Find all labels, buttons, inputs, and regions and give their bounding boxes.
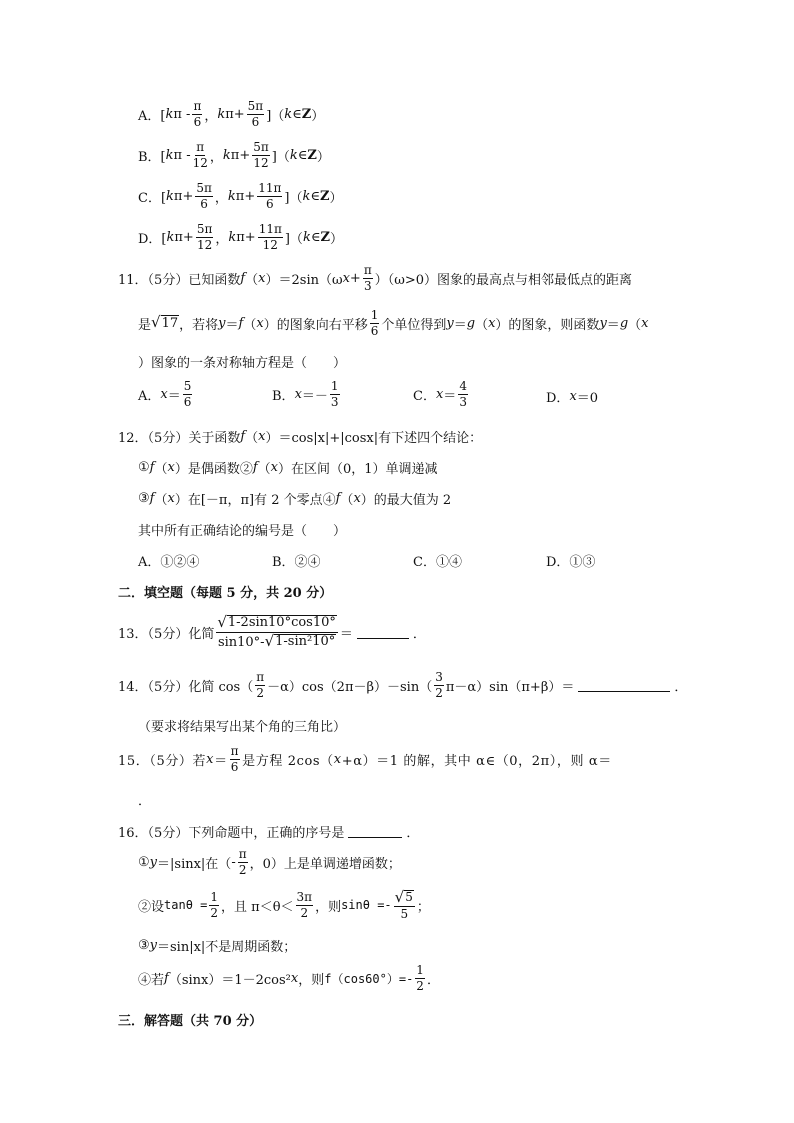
- denominator: 3: [459, 394, 467, 409]
- fraction: [238, 848, 248, 876]
- answer-blank[interactable]: [357, 626, 409, 639]
- var-k: k: [222, 147, 231, 163]
- fraction: [247, 100, 265, 128]
- text: ）＝2sin（ω: [265, 272, 343, 288]
- text: ，: [215, 231, 229, 247]
- text: ）: [329, 190, 343, 206]
- text: ＝: [453, 317, 467, 333]
- q12-line-3: [138, 489, 451, 508]
- text: ①: [138, 854, 150, 870]
- text: ＝: [225, 317, 239, 333]
- denominator: 6: [200, 196, 208, 211]
- q16-item-2: [138, 890, 430, 921]
- var-y: y: [149, 854, 158, 870]
- text: ，则: [298, 972, 325, 988]
- fraction: [195, 182, 213, 210]
- text: tanθ =: [164, 898, 208, 913]
- q15: [118, 745, 612, 773]
- text: ＝: [167, 388, 181, 404]
- text: ＝: [339, 626, 353, 642]
- numerator: π: [363, 263, 372, 277]
- text: ，: [209, 149, 223, 165]
- text: ∈: [310, 188, 320, 204]
- q11-option-a: [138, 380, 194, 408]
- q11-option-b: [272, 380, 342, 408]
- text: ）: [329, 231, 343, 247]
- text: π -: [173, 147, 191, 163]
- text: π+: [174, 229, 194, 245]
- fraction: [193, 141, 208, 169]
- text: π+: [236, 229, 256, 245]
- q16-item-1: [138, 848, 401, 876]
- section-2-heading: [118, 582, 332, 601]
- text: π+: [225, 106, 245, 122]
- text: ＝－: [301, 388, 328, 404]
- radicand: 5: [405, 890, 413, 904]
- text: ）的最大值为 2: [360, 493, 452, 508]
- fraction: [458, 380, 468, 408]
- text: ）图象的一条对称轴方程是（ ）: [138, 356, 347, 371]
- radicand: 1-2sin10°cos10°: [227, 615, 336, 630]
- var-x: x: [435, 386, 444, 402]
- text: 三．解答题（共 70 分）: [118, 1014, 263, 1029]
- text: B．②④: [272, 555, 321, 570]
- text: A．[: [138, 108, 166, 124]
- numerator: 5π: [247, 99, 264, 113]
- text: ，且 π＜θ＜: [221, 899, 294, 915]
- text: C．[: [138, 190, 167, 206]
- q16-item-3: [138, 936, 296, 955]
- numerator: 1: [370, 308, 379, 322]
- text: B．: [272, 388, 295, 404]
- text: ．: [412, 626, 426, 642]
- q10-option-b: [138, 141, 330, 169]
- text: ；: [416, 899, 430, 915]
- var-x: x: [206, 751, 215, 767]
- text: ，则: [315, 899, 342, 915]
- text: ，0）上是单调递增函数；: [249, 856, 401, 872]
- text: C．: [413, 388, 436, 404]
- fraction: [415, 964, 425, 992]
- var-y: y: [446, 315, 454, 331]
- text: 是方程 2cos（: [242, 753, 334, 769]
- text: ）的图象，则函数: [495, 317, 600, 333]
- denominator: 6: [183, 394, 192, 409]
- text: ）: [316, 149, 330, 165]
- q16: [118, 822, 419, 841]
- fraction: [394, 890, 415, 921]
- text: ，: [204, 108, 218, 124]
- text: ＝: [214, 753, 228, 769]
- var-k: k: [289, 147, 298, 163]
- square-root: √ 1-sin²10°: [264, 631, 336, 650]
- var-f: f: [335, 491, 341, 506]
- numerator: 1: [416, 963, 424, 977]
- var-x: x: [488, 315, 496, 331]
- var-k: k: [227, 188, 236, 204]
- text: +: [349, 270, 361, 286]
- q12-option-c: [413, 551, 462, 570]
- denominator: 2: [416, 978, 424, 993]
- text: ]（: [266, 108, 285, 124]
- numerator: π: [193, 99, 202, 113]
- numerator: 1: [330, 379, 339, 393]
- q12-line-2: [138, 458, 438, 477]
- var-f: f: [149, 460, 155, 475]
- var-k: k: [166, 188, 174, 204]
- var-x: x: [353, 491, 361, 506]
- var-f: f: [164, 970, 169, 986]
- text: sin10°-: [217, 634, 265, 650]
- answer-blank[interactable]: [348, 825, 402, 838]
- denominator: 12: [192, 155, 208, 170]
- var-x: x: [270, 460, 279, 475]
- square-root: √ 5: [394, 888, 413, 906]
- var-x: x: [333, 751, 342, 767]
- fraction: [209, 891, 219, 919]
- numerator: 11π: [258, 222, 282, 236]
- radicand: 17: [161, 316, 179, 332]
- numerator: 11π: [258, 181, 282, 195]
- text: ）: [311, 108, 325, 124]
- set-z: Z: [319, 188, 330, 204]
- fraction: [258, 223, 283, 251]
- q12-line-4: [138, 520, 346, 539]
- numerator: 1: [210, 890, 219, 905]
- numerator: 3: [435, 670, 443, 684]
- denominator: [218, 633, 336, 650]
- text: ＝0: [576, 391, 599, 406]
- text: 15．（5分）若: [118, 753, 207, 769]
- fraction: [257, 182, 282, 210]
- denominator: 5: [400, 907, 409, 921]
- var-x: x: [569, 389, 577, 404]
- q10-option-c: [138, 182, 343, 210]
- text: （: [154, 493, 168, 508]
- q13: [118, 615, 426, 649]
- text: 11．（5分）已知函数: [118, 272, 241, 288]
- text: 16．（5分）下列命题中，正确的序号是: [118, 826, 345, 841]
- denominator: 2: [435, 685, 443, 700]
- var-f: f: [252, 460, 258, 475]
- denominator: 6: [193, 114, 202, 129]
- text: ）的图象向右平移: [263, 317, 368, 333]
- text: 13．（5分）化简: [118, 626, 215, 642]
- text: ．: [674, 679, 688, 695]
- denominator: 6: [370, 323, 379, 338]
- var-f: f: [240, 270, 246, 286]
- q12-option-a: [138, 551, 199, 570]
- text: A．: [138, 388, 161, 404]
- text: （sinx）＝1－2cos²: [168, 972, 291, 988]
- text: +α）＝1 的解，其中 α∈（0，2π），则 α＝: [341, 753, 612, 769]
- denominator: 6: [230, 759, 240, 774]
- var-k: k: [165, 106, 174, 122]
- set-z: Z: [320, 229, 330, 245]
- set-z: Z: [307, 147, 317, 163]
- q11-line-3: [138, 352, 346, 371]
- var-x: x: [290, 970, 299, 986]
- numerator: 5: [183, 379, 192, 393]
- fraction: [255, 671, 265, 699]
- text: π+: [235, 188, 256, 204]
- numerator: 3π: [296, 890, 313, 905]
- numerator: π: [256, 670, 265, 684]
- text: π+: [173, 188, 194, 204]
- var-x: x: [342, 270, 350, 286]
- q10-option-d: [138, 223, 343, 251]
- text: 二．填空题（每题 5 分，共 20 分）: [118, 586, 333, 601]
- text: ＝|sinx|在（: [157, 856, 232, 872]
- text: ①: [138, 460, 150, 475]
- var-x: x: [294, 386, 302, 402]
- text: D．[: [138, 231, 167, 247]
- q12-option-b: [272, 551, 321, 570]
- denominator: 2: [210, 905, 219, 920]
- var-x: x: [258, 429, 266, 444]
- q16-item-4: [138, 964, 440, 992]
- fraction: [230, 745, 241, 773]
- square-root: √ 17: [151, 313, 179, 332]
- fraction: [370, 309, 380, 337]
- text: B．[: [138, 149, 166, 165]
- fraction: [434, 671, 444, 699]
- text: ③: [138, 491, 150, 506]
- fraction: [192, 100, 202, 128]
- numerator: 5π: [196, 181, 212, 195]
- denominator: 2: [256, 685, 264, 700]
- var-k: k: [302, 188, 311, 204]
- numerator: [394, 890, 415, 907]
- fraction: [363, 264, 373, 292]
- text: ＝: [606, 317, 620, 333]
- text: （: [475, 317, 489, 333]
- text: D．: [546, 391, 570, 406]
- var-y: y: [149, 938, 158, 953]
- denominator: 6: [265, 196, 274, 211]
- text: ∈: [292, 106, 302, 122]
- set-z: Z: [301, 106, 312, 122]
- text: ]（: [284, 190, 303, 206]
- text: ）（ω>0）图象的最高点与相邻最低点的距离: [374, 272, 632, 288]
- text: ＝sin|x|不是周期函数；: [157, 940, 297, 955]
- text: π－α）sin（π+β）＝: [445, 679, 575, 695]
- var-f: f: [240, 429, 246, 444]
- text: ]（: [284, 231, 303, 247]
- text: －α）cos（2π－β）－sin（: [267, 679, 433, 695]
- q14-note: [138, 716, 346, 735]
- fraction: [296, 891, 314, 919]
- text: 是: [138, 317, 152, 333]
- text: f（cos60°）=-: [324, 971, 414, 986]
- text: ④若: [138, 972, 165, 988]
- var-x: x: [167, 491, 175, 506]
- var-f: f: [238, 315, 244, 331]
- numerator: 5π: [253, 140, 269, 154]
- text: 其中所有正确结论的编号是（ ）: [138, 524, 347, 539]
- text: ）是偶函数②: [174, 462, 253, 477]
- text: π+: [230, 147, 251, 163]
- var-y: y: [599, 315, 607, 331]
- denominator: 12: [196, 237, 213, 252]
- text: -: [231, 854, 236, 870]
- q11-line-1: [118, 264, 632, 292]
- text: ）在[－π，π]有 2 个零点④: [174, 493, 336, 508]
- var-f: f: [149, 491, 155, 506]
- square-root: √ 1-2sin10°cos10°: [217, 613, 336, 631]
- fraction: [252, 141, 270, 169]
- denominator: 6: [251, 114, 260, 129]
- var-x: x: [256, 315, 264, 331]
- var-k: k: [166, 229, 175, 245]
- text: 个单位得到: [381, 317, 447, 333]
- fraction: [216, 615, 338, 649]
- q15-end: [138, 790, 151, 809]
- var-k: k: [165, 147, 174, 163]
- numerator: [216, 615, 338, 633]
- text: ②设: [138, 899, 165, 915]
- var-g: g: [466, 315, 476, 331]
- denominator: 2: [300, 905, 309, 920]
- var-x: x: [167, 460, 175, 475]
- text: 12．（5分）关于函数: [118, 431, 241, 446]
- text: （: [628, 317, 642, 333]
- q11-option-c: [413, 380, 470, 408]
- denominator: 2: [238, 862, 247, 877]
- var-k: k: [228, 229, 237, 245]
- q11-line-2: [138, 309, 649, 337]
- var-k: k: [217, 106, 226, 122]
- numerator: π: [230, 744, 240, 758]
- text: （: [243, 317, 257, 333]
- var-x: x: [258, 270, 266, 286]
- var-k: k: [284, 106, 293, 122]
- var-g: g: [619, 315, 629, 331]
- radicand: 1-sin²10°: [275, 633, 336, 649]
- text: ）＝cos|x|+|cosx|有下述四个结论：: [265, 431, 483, 446]
- q11-option-d: [546, 387, 598, 406]
- fraction: [183, 380, 193, 408]
- text: A．①②④: [138, 555, 200, 570]
- text: ③: [138, 938, 150, 953]
- text: （: [154, 462, 168, 477]
- q12-option-d: [546, 551, 595, 570]
- answer-blank[interactable]: [578, 679, 670, 692]
- text: ．: [138, 794, 152, 809]
- text: ]（: [271, 149, 290, 165]
- text: ．: [406, 826, 420, 841]
- var-x: x: [160, 386, 168, 402]
- denominator: 3: [330, 394, 339, 409]
- fraction: [330, 380, 340, 408]
- text: ，若将: [179, 317, 219, 333]
- denominator: 12: [262, 237, 278, 252]
- var-k: k: [302, 229, 311, 245]
- section-3-heading: [118, 1010, 262, 1029]
- fraction: [196, 223, 214, 251]
- text: （: [245, 272, 259, 288]
- numerator: π: [238, 847, 247, 861]
- text: 14．（5分）化简 cos（: [118, 679, 254, 695]
- text: （: [245, 431, 259, 446]
- numerator: π: [196, 140, 205, 154]
- numerator: 4: [459, 379, 467, 393]
- text: D．①③: [546, 555, 596, 570]
- text: sinθ =-: [341, 898, 392, 913]
- denominator: 3: [363, 278, 372, 293]
- text: ，: [214, 190, 228, 206]
- var-y: y: [218, 315, 226, 331]
- var-x: x: [641, 315, 649, 331]
- q14: [118, 671, 687, 699]
- text: ∈: [310, 229, 321, 245]
- text: π -: [173, 106, 191, 122]
- text: C．①④: [413, 555, 462, 570]
- text: （: [340, 493, 354, 508]
- numerator: 5π: [196, 222, 213, 236]
- q10-option-a: [138, 100, 324, 128]
- text: ．: [426, 972, 440, 988]
- denominator: 12: [253, 155, 269, 170]
- text: ∈: [297, 147, 308, 163]
- text: ＝: [443, 388, 457, 404]
- q12-line-1: [118, 427, 482, 446]
- text: （: [257, 462, 271, 477]
- text: ）在区间（0，1）单调递减: [278, 462, 438, 477]
- text: （要求将结果写出某个角的三角比）: [138, 720, 347, 735]
